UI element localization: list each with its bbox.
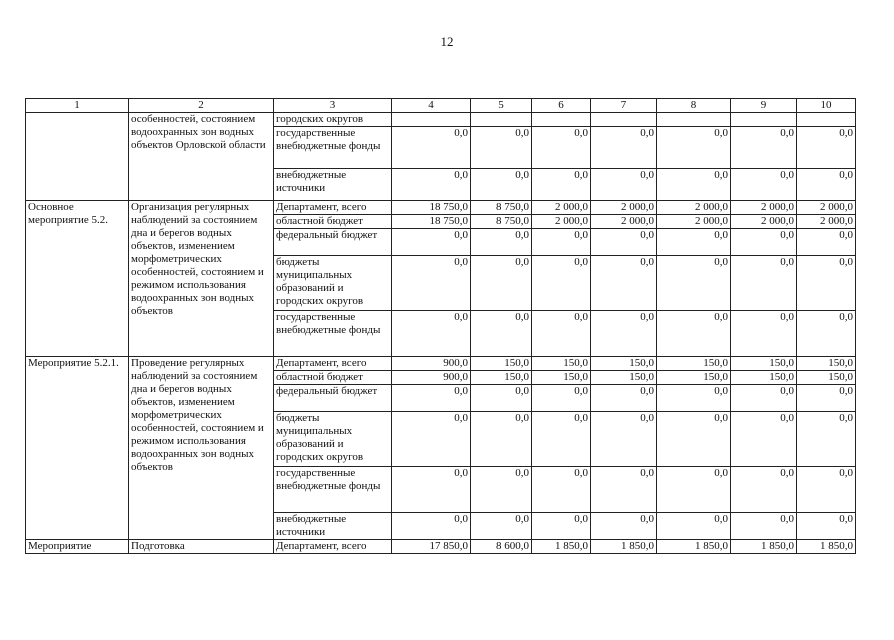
activity-description-cell: Подготовка — [129, 540, 274, 554]
value-cell: 0,0 — [471, 127, 532, 169]
value-cell: 150,0 — [591, 357, 657, 371]
value-cell — [657, 113, 731, 127]
value-cell: 1 850,0 — [591, 540, 657, 554]
value-cell: 0,0 — [657, 256, 731, 311]
table-row — [26, 357, 856, 371]
value-cell: 0,0 — [532, 169, 591, 201]
value-cell: 150,0 — [797, 371, 856, 385]
value-cell: 1 850,0 — [532, 540, 591, 554]
funding-source-cell: городских округов — [274, 113, 392, 127]
value-cell: 0,0 — [797, 169, 856, 201]
column-number-header — [26, 99, 856, 113]
value-cell: 0,0 — [797, 513, 856, 540]
value-cell: 2 000,0 — [532, 201, 591, 215]
value-cell: 150,0 — [591, 371, 657, 385]
value-cell: 0,0 — [392, 311, 471, 357]
value-cell: 0,0 — [731, 127, 797, 169]
value-cell: 0,0 — [532, 467, 591, 513]
value-cell: 0,0 — [657, 127, 731, 169]
value-cell — [591, 113, 657, 127]
value-cell: 2 000,0 — [797, 215, 856, 229]
value-cell: 2 000,0 — [591, 201, 657, 215]
value-cell: 0,0 — [392, 412, 471, 467]
header-cell: 9 — [731, 99, 797, 113]
value-cell: 0,0 — [471, 385, 532, 412]
value-cell: 0,0 — [591, 385, 657, 412]
funding-source-cell: федеральный бюджет — [274, 385, 392, 412]
value-cell: 2 000,0 — [657, 215, 731, 229]
value-cell: 0,0 — [731, 169, 797, 201]
value-cell: 0,0 — [797, 127, 856, 169]
value-cell: 150,0 — [657, 357, 731, 371]
activity-number-cell — [26, 113, 129, 201]
value-cell: 0,0 — [532, 256, 591, 311]
value-cell: 8 750,0 — [471, 201, 532, 215]
value-cell: 0,0 — [657, 412, 731, 467]
value-cell — [532, 113, 591, 127]
value-cell — [471, 113, 532, 127]
value-cell: 0,0 — [392, 385, 471, 412]
header-cell: 5 — [471, 99, 532, 113]
value-cell: 0,0 — [591, 127, 657, 169]
activity-description-cell: Организация регулярных наблюдений за состоянием дна и берегов водных объектов, изменением морфометрических особенностей, состоянием и режимом использования водоохранных зон водных объектов — [129, 201, 274, 357]
value-cell: 0,0 — [797, 256, 856, 311]
funding-source-cell: областной бюджет — [274, 371, 392, 385]
value-cell: 0,0 — [392, 127, 471, 169]
value-cell: 0,0 — [657, 229, 731, 256]
value-cell: 150,0 — [532, 371, 591, 385]
value-cell: 0,0 — [532, 229, 591, 256]
value-cell: 0,0 — [392, 256, 471, 311]
value-cell: 8 600,0 — [471, 540, 532, 554]
value-cell: 0,0 — [797, 311, 856, 357]
value-cell: 0,0 — [471, 412, 532, 467]
value-cell: 150,0 — [657, 371, 731, 385]
value-cell: 150,0 — [731, 371, 797, 385]
value-cell: 0,0 — [532, 513, 591, 540]
value-cell: 0,0 — [471, 513, 532, 540]
value-cell: 900,0 — [392, 371, 471, 385]
value-cell: 0,0 — [731, 385, 797, 412]
value-cell: 0,0 — [532, 385, 591, 412]
funding-source-cell: государственные внебюджетные фонды — [274, 127, 392, 169]
value-cell: 1 850,0 — [657, 540, 731, 554]
value-cell: 0,0 — [797, 385, 856, 412]
value-cell: 0,0 — [392, 229, 471, 256]
value-cell: 0,0 — [471, 467, 532, 513]
value-cell: 2 000,0 — [731, 215, 797, 229]
funding-source-cell: Департамент, всего — [274, 201, 392, 215]
header-cell: 1 — [26, 99, 129, 113]
funding-source-cell: внебюджетные источники — [274, 169, 392, 201]
funding-source-cell: бюджеты муниципальных образований и городских округов — [274, 256, 392, 311]
value-cell: 1 850,0 — [731, 540, 797, 554]
value-cell: 0,0 — [731, 412, 797, 467]
funding-source-cell: областной бюджет — [274, 215, 392, 229]
activity-description-cell: Проведение регулярных наблюдений за состоянием дна и берегов водных объектов, изменением морфометрических особенностей, состоянием и режимом использования водоохранных зон водных объектов — [129, 357, 274, 540]
funding-source-cell: государственные внебюджетные фонды — [274, 467, 392, 513]
value-cell: 0,0 — [471, 169, 532, 201]
header-cell: 6 — [532, 99, 591, 113]
value-cell: 0,0 — [797, 467, 856, 513]
value-cell — [392, 113, 471, 127]
funding-table — [25, 98, 856, 554]
value-cell: 150,0 — [471, 371, 532, 385]
value-cell: 0,0 — [657, 311, 731, 357]
value-cell: 150,0 — [731, 357, 797, 371]
value-cell: 0,0 — [657, 467, 731, 513]
value-cell: 0,0 — [392, 513, 471, 540]
header-cell: 10 — [797, 99, 856, 113]
activity-number-cell: Мероприятие — [26, 540, 129, 554]
table-row — [26, 113, 856, 127]
value-cell: 0,0 — [392, 467, 471, 513]
value-cell: 0,0 — [591, 311, 657, 357]
header-cell: 8 — [657, 99, 731, 113]
header-cell: 2 — [129, 99, 274, 113]
value-cell: 0,0 — [731, 467, 797, 513]
value-cell: 0,0 — [591, 256, 657, 311]
value-cell: 0,0 — [731, 256, 797, 311]
value-cell: 0,0 — [657, 385, 731, 412]
value-cell: 18 750,0 — [392, 215, 471, 229]
value-cell: 0,0 — [591, 513, 657, 540]
value-cell: 150,0 — [797, 357, 856, 371]
value-cell: 0,0 — [471, 229, 532, 256]
value-cell: 1 850,0 — [797, 540, 856, 554]
value-cell: 0,0 — [797, 412, 856, 467]
value-cell: 0,0 — [657, 513, 731, 540]
value-cell — [797, 113, 856, 127]
value-cell: 0,0 — [532, 412, 591, 467]
value-cell: 900,0 — [392, 357, 471, 371]
funding-source-cell: Департамент, всего — [274, 540, 392, 554]
value-cell: 2 000,0 — [731, 201, 797, 215]
header-cell: 4 — [392, 99, 471, 113]
value-cell — [731, 113, 797, 127]
value-cell: 150,0 — [471, 357, 532, 371]
activity-number-cell: Основное мероприятие 5.2. — [26, 201, 129, 357]
funding-source-cell: бюджеты муниципальных образований и городских округов — [274, 412, 392, 467]
funding-source-cell: Департамент, всего — [274, 357, 392, 371]
value-cell: 0,0 — [591, 412, 657, 467]
value-cell: 0,0 — [591, 229, 657, 256]
funding-source-cell: государственные внебюджетные фонды — [274, 311, 392, 357]
header-cell: 3 — [274, 99, 392, 113]
table-row — [26, 201, 856, 215]
header-cell: 7 — [591, 99, 657, 113]
value-cell: 2 000,0 — [797, 201, 856, 215]
table-body — [26, 99, 856, 554]
value-cell: 2 000,0 — [591, 215, 657, 229]
value-cell: 0,0 — [797, 229, 856, 256]
value-cell: 0,0 — [471, 311, 532, 357]
value-cell: 2 000,0 — [657, 201, 731, 215]
value-cell: 0,0 — [657, 169, 731, 201]
value-cell: 0,0 — [731, 229, 797, 256]
value-cell: 18 750,0 — [392, 201, 471, 215]
value-cell: 17 850,0 — [392, 540, 471, 554]
table-row — [26, 540, 856, 554]
value-cell: 8 750,0 — [471, 215, 532, 229]
activity-description-cell: особенностей, состоянием водоохранных зон водных объектов Орловской области — [129, 113, 274, 201]
value-cell: 2 000,0 — [532, 215, 591, 229]
value-cell: 0,0 — [591, 467, 657, 513]
value-cell: 0,0 — [731, 311, 797, 357]
funding-source-cell: федеральный бюджет — [274, 229, 392, 256]
page-number: 12 — [440, 34, 454, 49]
funding-source-cell: внебюджетные источники — [274, 513, 392, 540]
value-cell: 150,0 — [532, 357, 591, 371]
value-cell: 0,0 — [532, 311, 591, 357]
value-cell: 0,0 — [471, 256, 532, 311]
value-cell: 0,0 — [392, 169, 471, 201]
activity-number-cell: Мероприятие 5.2.1. — [26, 357, 129, 540]
value-cell: 0,0 — [591, 169, 657, 201]
value-cell: 0,0 — [731, 513, 797, 540]
value-cell: 0,0 — [532, 127, 591, 169]
